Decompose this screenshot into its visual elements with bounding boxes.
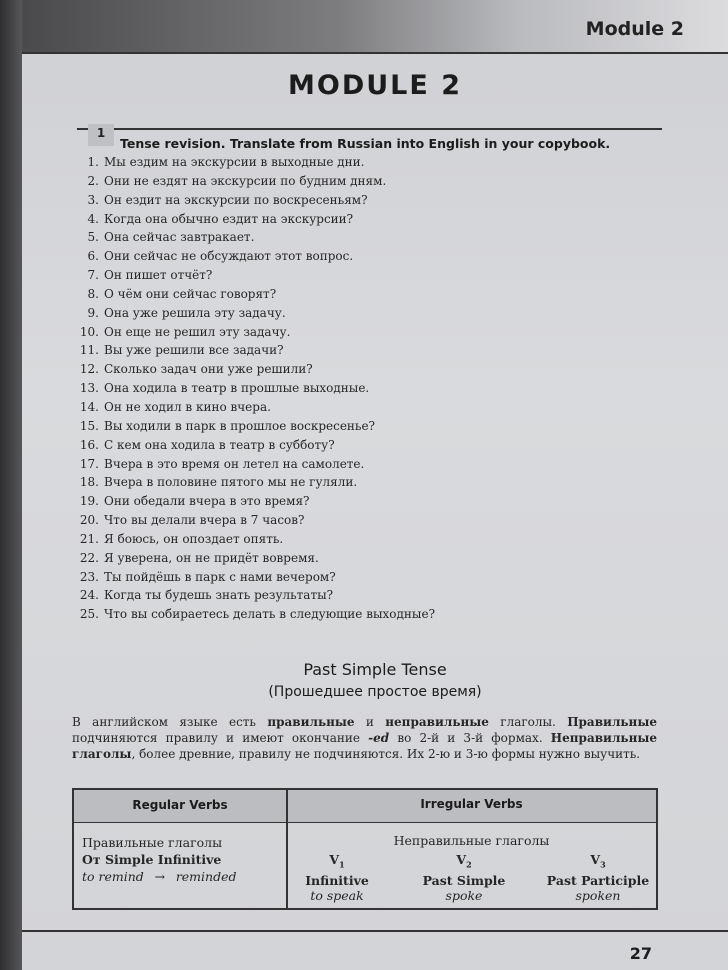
sentence-list bbox=[77, 153, 435, 624]
list-item: 5. Она сейчас завтракает. bbox=[87, 230, 255, 245]
arrow-right-icon: → bbox=[154, 869, 166, 884]
list-item: 6. Они сейчас не обсуждают этот вопрос. bbox=[87, 249, 354, 264]
explanation-paragraph: В английском языке есть правильные и неправильные глаголы. Правильные подчиняются правилу и имеют окончание -ed во 2-й и 3-й формах. Неправильные глаголы, более древние, правилу не подчиняются. Их 2-ю и 3-ю формы нужно выучить. bbox=[72, 715, 658, 761]
list-item: 15. Вы ходили в парк в прошлое воскресенье? bbox=[79, 418, 375, 433]
list-item: 22. Я уверена, он не придёт вовремя. bbox=[79, 550, 319, 565]
list-item: 13. Она ходила в театр в прошлые выходные. bbox=[79, 381, 370, 396]
regular-verbs-cell: Правильные глаголы От Simple Infinitive to remind → reminded bbox=[82, 835, 237, 884]
irregular-verbs-heading: Неправильные глаголы bbox=[393, 833, 550, 848]
list-item: 16. С кем она ходила в театр в субботу? bbox=[79, 437, 335, 452]
task-number: 1 bbox=[88, 124, 114, 146]
bottom-rule bbox=[22, 930, 728, 932]
verbs-table bbox=[72, 788, 658, 910]
section-title: Past Simple Tense bbox=[303, 660, 447, 679]
list-item: 1. Мы ездим на экскурсии в выходные дни. bbox=[87, 155, 365, 169]
list-item: 21. Я боюсь, он опоздает опять. bbox=[79, 531, 284, 546]
list-item: 2. Они не ездят на экскурсии по будним дням. bbox=[87, 173, 387, 188]
textbook-page bbox=[22, 0, 728, 970]
list-item: 23. Ты пойдёшь в парк с нами вечером? bbox=[79, 569, 336, 584]
task-instruction: Tense revision. Translate from Russian into English in your copybook. bbox=[120, 136, 611, 151]
list-item: 25. Что вы собираетесь делать в следующие выходные? bbox=[79, 607, 435, 622]
verb-form-v3: $V_3$ Past Participle spoken bbox=[546, 852, 650, 903]
list-item: 12. Сколько задач они уже решили? bbox=[79, 362, 313, 377]
list-item: 17. Вчера в это время он летел на самолете. bbox=[79, 456, 365, 471]
regular-verbs-header: Regular Verbs bbox=[132, 798, 228, 812]
list-item: 11. Вы уже решили все задачи? bbox=[79, 343, 284, 358]
list-item: 14. Он не ходил в кино вчера. bbox=[79, 399, 271, 414]
list-item: 20. Что вы делали вчера в 7 часов? bbox=[79, 513, 305, 528]
list-item: 7. Он пишет отчёт? bbox=[87, 268, 213, 283]
task-rule bbox=[77, 128, 662, 130]
list-item: 9. Она уже решила эту задачу. bbox=[87, 305, 286, 320]
column-divider bbox=[286, 790, 288, 908]
page-title: MODULE 2 bbox=[288, 70, 462, 101]
top-margin-strip bbox=[22, 0, 728, 54]
list-item: 3. Он ездит на экскурсии по воскресеньям? bbox=[87, 192, 368, 207]
verb-form-v2: $V_2$ Past Simple spoke bbox=[422, 852, 506, 903]
verb-form-v1: $V_1$ Infinitive to speak bbox=[305, 852, 369, 903]
list-item: 10. Он еще не решил эту задачу. bbox=[79, 324, 291, 339]
list-item: 8. О чём они сейчас говорят? bbox=[87, 286, 277, 301]
list-item: 4. Когда она обычно ездит на экскурсии? bbox=[87, 211, 354, 226]
table-header-row bbox=[74, 790, 656, 823]
irregular-verbs-header: Irregular Verbs bbox=[420, 797, 523, 811]
page-number: 27 bbox=[629, 944, 652, 963]
running-head: Module 2 bbox=[585, 18, 684, 40]
list-item: 19. Они обедали вчера в это время? bbox=[79, 494, 310, 509]
list-item: 24. Когда ты будешь знать результаты? bbox=[79, 588, 334, 603]
list-item: 18. Вчера в половине пятого мы не гуляли. bbox=[79, 475, 358, 490]
section-subtitle: (Прошедшее простое время) bbox=[268, 684, 482, 700]
